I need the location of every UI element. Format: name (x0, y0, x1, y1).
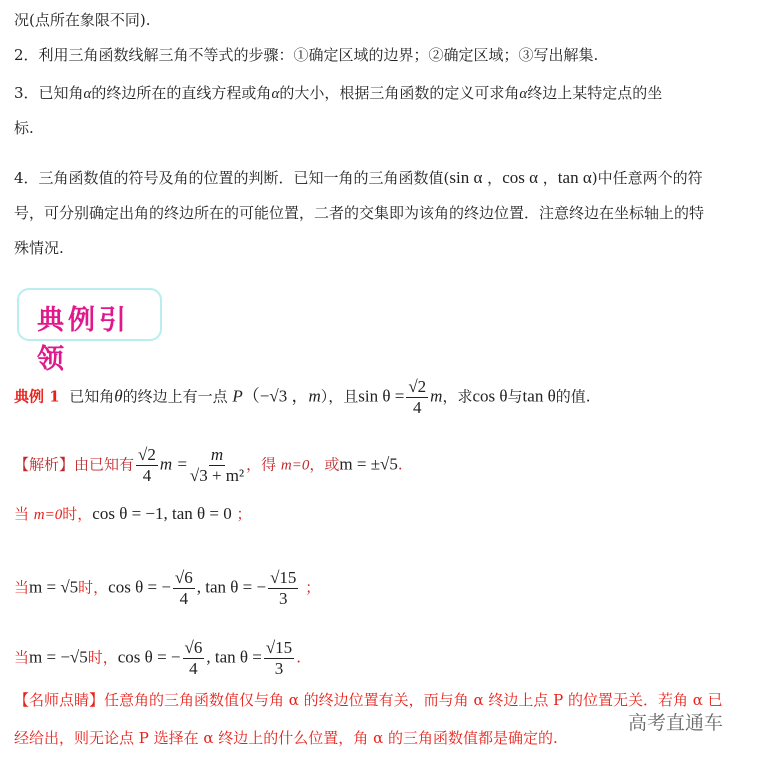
text: ，或 (309, 455, 340, 474)
text: 已知角 (69, 387, 115, 406)
text: 当 (14, 578, 30, 597)
text: . (397, 455, 403, 474)
condition: m = −√5 (29, 647, 88, 667)
tip-line1 (14, 690, 723, 710)
intro-item2: 2．利用三角函数线解三角不等式的步骤：①确定区域的边界；②确定区域；③写出解集. (14, 46, 599, 64)
numerator: √6 (184, 638, 203, 657)
watermark: 高考直通车 (628, 712, 724, 734)
text: 的大小，根据三角函数的定义可求角 (279, 84, 520, 102)
tip-line2: 经给出，则无论点 P 选择在 α 终边上的什么位置，角 α 的三角函数值都是确定的. (14, 729, 558, 747)
text: 时， (78, 578, 109, 597)
text: 与 (507, 387, 523, 406)
tan-theta: tan θ (522, 386, 556, 406)
m-eq: m = (159, 454, 188, 474)
cos-expr: cos θ = − (108, 577, 171, 597)
text: 4．三角函数值的符号及角的位置的判断．已知一角的三角函数值( (14, 169, 450, 187)
case-2 (14, 568, 320, 609)
text: 当 (14, 505, 30, 523)
intro-item4-line3: 殊情况. (14, 239, 64, 257)
sin-alpha: sin α (449, 168, 483, 187)
text: 终边上某特定点的坐 (527, 84, 663, 102)
fraction (268, 568, 298, 609)
tan-alpha: tan α (557, 168, 592, 187)
denominator: √3 + m² (189, 466, 245, 485)
m0: m=0 (280, 457, 310, 474)
example-label: 典例 1 (14, 387, 60, 406)
denominator: 3 (274, 659, 284, 678)
text: 时， (62, 505, 93, 523)
text: 当 (14, 648, 30, 667)
alpha: α (271, 86, 280, 102)
text: 的终边所在的直线方程或角 (91, 84, 272, 102)
sin-theta: sin θ = (358, 386, 405, 406)
intro-item3-cont: 标. (14, 119, 34, 137)
m: m (430, 386, 443, 406)
alpha: α (519, 86, 528, 102)
text: ，求 (442, 387, 473, 406)
intro-item3 (14, 83, 662, 104)
intro-item4-line2: 号，可分别确定出角的终边所在的可能位置，二者的交集即为该角的终边位置．注意终边在坐标轴上的特 (14, 204, 705, 222)
intro-item4: 4．三角函数值的符号及角的位置的判断．已知一角的三角函数值(sin α ，cos α ，tan α)中任意两个的符 (14, 168, 703, 187)
example-1 (14, 377, 591, 418)
text: ； (305, 578, 321, 597)
numerator: √15 (265, 638, 293, 657)
denominator: 4 (142, 466, 152, 485)
cos-alpha: cos α (502, 168, 539, 187)
text: ； (236, 505, 252, 523)
section-heading (17, 288, 162, 375)
text: ，得 (246, 455, 277, 474)
text: 时， (87, 648, 118, 667)
cos-expr: cos θ = − (117, 647, 181, 667)
point-p: P (232, 386, 243, 406)
case-1 (14, 504, 252, 525)
text: 的终边上有一点 (122, 387, 228, 406)
numerator: √15 (270, 568, 297, 587)
tan-expr: , tan θ = (206, 647, 262, 667)
section-heading-text: 典例引领 (37, 305, 130, 375)
fraction (173, 568, 195, 609)
fraction (264, 638, 294, 679)
fraction (190, 445, 244, 486)
text: . (296, 648, 301, 667)
cos-theta: cos θ (472, 386, 508, 406)
fraction (136, 445, 158, 486)
result: m = ±√5 (339, 454, 398, 474)
condition: m=0 (33, 507, 63, 523)
tan-expr: , tan θ = − (196, 577, 267, 597)
text: 的值. (555, 387, 591, 406)
solution (14, 445, 403, 486)
theta: θ (114, 386, 123, 406)
text: 任意角的三角函数值仅与角 α 的终边位置有关，而与角 α 终边上点 P 的位置无关．若角 α 已 (104, 691, 723, 709)
text: 由已知有 (74, 455, 135, 474)
m: m (308, 386, 321, 406)
case-3 (14, 638, 301, 679)
text: )中任意两个的符 (591, 169, 703, 187)
expression: cos θ = −1, tan θ = 0 (92, 504, 232, 523)
solution-label: 【解析】 (14, 455, 75, 474)
numerator: √6 (174, 568, 193, 587)
numerator: m (210, 445, 224, 464)
numerator: √2 (138, 445, 156, 464)
text: 3．已知角 (14, 84, 84, 102)
numerator: √2 (408, 377, 427, 396)
intro-line0: 况(点所在象限不同). (14, 11, 151, 29)
condition: m = √5 (29, 577, 79, 597)
fraction (406, 377, 428, 418)
tip-label: 【名师点睛】 (14, 691, 105, 709)
text: ），且 (320, 387, 359, 406)
alpha: α (83, 86, 92, 102)
fraction (183, 638, 205, 679)
denominator: 3 (279, 589, 288, 608)
denominator: 4 (179, 589, 189, 608)
coord: （−√3 ， (242, 386, 309, 406)
denominator: 4 (189, 659, 198, 678)
denominator: 4 (413, 398, 422, 417)
